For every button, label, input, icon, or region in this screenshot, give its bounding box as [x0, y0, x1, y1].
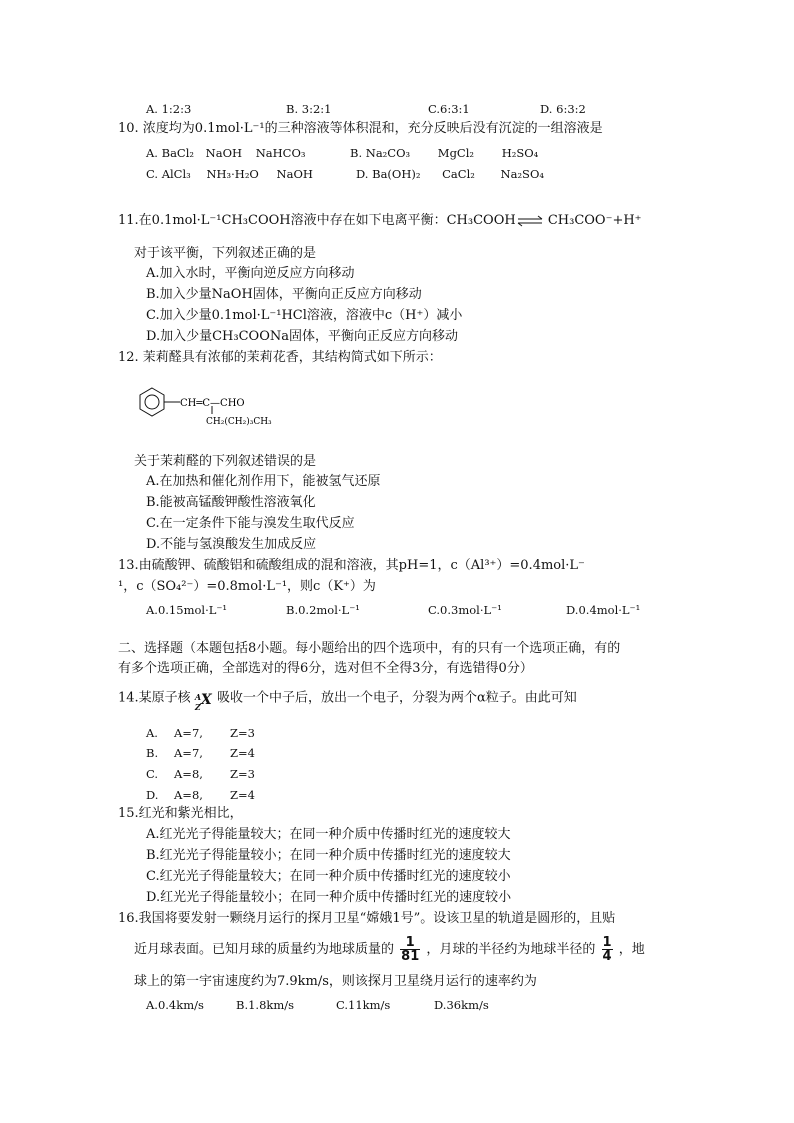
q14-option-b — [146, 744, 255, 762]
frac1-num: 1 — [400, 936, 420, 950]
q16-line3: 球上的第一宇宙速度约为7.9km/s，则该探月卫星绕月运行的速率约为 — [134, 974, 537, 989]
q13-option-d: D.0.4mol·L⁻¹ — [566, 603, 641, 617]
q10-option-c — [146, 165, 313, 183]
q10-c-1: C. AlCl₃ — [146, 167, 191, 181]
q14-b-letter: B. — [146, 746, 159, 760]
q13-line1: 13.由硫酸钾、硫酸铝和硫酸组成的混和溶液，其pH=1，c（Al³⁺）=0.4mol·L⁻ — [118, 558, 585, 573]
q16-line2-c: ，地 — [618, 942, 645, 957]
q14-stem-post: 吸收一个中子后，放出一个电子，分裂为两个α粒子。由此可知 — [216, 690, 577, 706]
frac2-num: 1 — [602, 935, 612, 950]
q14-c-z: Z=3 — [230, 767, 255, 781]
q16-option-a: A.0.4km/s — [146, 998, 204, 1012]
nuclide-element: X — [200, 692, 212, 708]
fraction-one-4 — [602, 936, 613, 963]
frac1-den: 81 — [401, 949, 420, 964]
q11-stem — [118, 212, 642, 230]
q10-d-2: CaCl₂ — [442, 167, 475, 181]
structure-bottom-text: CH₂(CH₂)₃CH₃ — [206, 417, 272, 427]
q9-option-a: A. 1:2:3 — [146, 102, 192, 116]
section2-line2: 有多个选项正确，全部选对的得6分，选对但不全得3分，有选错得0分） — [118, 661, 533, 676]
structure-top-text: CH═C—CHO — [180, 398, 245, 409]
q12-option-c: C.在一定条件下能与溴发生取代反应 — [146, 516, 355, 531]
q16-option-d: D.36km/s — [434, 998, 489, 1012]
q15-option-a: A.红光光子得能量较大；在同一种介质中传播时红光的速度较大 — [146, 827, 511, 842]
q14-c-letter: C. — [146, 767, 159, 781]
q10-a-2: NaOH — [205, 146, 243, 160]
q9-option-b: B. 3:2:1 — [286, 102, 332, 116]
q15-option-b: B.红光光子得能量较小；在同一种介质中传播时红光的速度较大 — [146, 848, 511, 863]
q11-sub: 对于该平衡，下列叙述正确的是 — [134, 246, 317, 261]
q12-option-d: D.不能与氢溴酸发生加成反应 — [146, 537, 317, 552]
q10-option-b — [350, 144, 538, 162]
q16-line1: 16.我国将要发射一颗绕月运行的探月卫星“嫦娥1号”。设该卫星的轨道是圆形的，且贴 — [118, 911, 616, 926]
q11-option-d: D.加入少量CH₃COONa固体，平衡向正反应方向移动 — [146, 329, 458, 344]
q10-stem: 10. 浓度均为0.1mol·L⁻¹的三种溶液等体积混和，充分反映后没有沉淀的一组溶液是 — [118, 121, 603, 136]
q14-d-letter: D. — [146, 788, 159, 802]
q11-option-b: B.加入少量NaOH固体，平衡向正反应方向移动 — [146, 287, 422, 302]
q14-a-z: Z=3 — [230, 726, 255, 740]
q10-c-2: NH₃·H₂O — [206, 167, 259, 181]
q13-line2: ¹，c（SO₄²⁻）=0.8mol·L⁻¹，则c（K⁺）为 — [118, 579, 376, 594]
q16-option-b: B.1.8km/s — [236, 998, 295, 1012]
q12-option-b: B.能被高锰酸钾酸性溶液氧化 — [146, 495, 316, 510]
q14-a-mass: A=7, — [174, 726, 203, 740]
q11-stem-pre: 11.在0.1mol·L⁻¹CH₃COOH溶液中存在如下电离平衡：CH₃COOH — [118, 213, 516, 228]
q16-line2-b: ，月球的半径约为地球半径的 — [426, 942, 596, 957]
nuclide-mass-number: A — [194, 692, 202, 702]
q15-option-d: D.红光光子得能量较小；在同一种介质中传播时红光的速度较小 — [146, 890, 512, 905]
equilibrium-arrows-icon — [516, 214, 544, 228]
q14-option-c — [146, 765, 255, 783]
q11-stem-post: CH₃COO⁻+H⁺ — [547, 213, 642, 228]
q10-option-d — [356, 165, 544, 183]
q10-b-3: H₂SO₄ — [501, 146, 539, 160]
q12-sub: 关于茉莉醛的下列叙述错误的是 — [134, 454, 317, 469]
q14-option-d — [146, 786, 255, 804]
q10-d-1: D. Ba(OH)₂ — [356, 167, 421, 181]
q10-b-2: MgCl₂ — [437, 146, 475, 160]
q9-option-c: C.6:3:1 — [428, 102, 470, 116]
q14-b-mass: A=7, — [174, 746, 203, 760]
jasminaldehyde-structure — [136, 382, 286, 428]
q14-option-a — [146, 724, 255, 742]
q13-option-b: B.0.2mol·L⁻¹ — [286, 603, 360, 617]
q16-option-c: C.11km/s — [336, 998, 391, 1012]
q14-c-mass: A=8, — [174, 767, 203, 781]
q10-a-1: A. BaCl₂ — [146, 146, 195, 160]
q13-option-a: A.0.15mol·L⁻¹ — [146, 603, 228, 617]
q15-option-c: C.红光光子得能量较大；在同一种介质中传播时红光的速度较小 — [146, 869, 511, 884]
q14-d-z: Z=4 — [230, 788, 255, 802]
q10-c-3: NaOH — [276, 167, 313, 181]
fraction-one-81 — [400, 936, 420, 963]
frac2-den: 4 — [602, 949, 612, 964]
q14-d-mass: A=8, — [174, 788, 203, 802]
q16-line2-a: 近月球表面。已知月球的质量约为地球质量的 — [134, 942, 395, 957]
q14-a-letter: A. — [146, 726, 158, 740]
q9-option-d: D. 6:3:2 — [540, 102, 586, 116]
q14-b-z: Z=4 — [230, 746, 255, 760]
q10-a-3: NaHCO₃ — [255, 146, 306, 160]
q10-d-3: Na₂SO₄ — [500, 167, 544, 181]
q14-stem — [118, 689, 577, 712]
q16-line2 — [134, 935, 645, 965]
q12-stem: 12. 茉莉醛具有浓郁的茉莉花香，其结构简式如下所示： — [118, 350, 442, 365]
q11-option-c: C.加入少量0.1mol·L⁻¹HCl溶液，溶液中c（H⁺）减小 — [146, 308, 463, 323]
q13-option-c: C.0.3mol·L⁻¹ — [428, 603, 502, 617]
q15-stem: 15.红光和紫光相比， — [118, 806, 243, 821]
q14-stem-pre: 14.某原子核 — [118, 690, 191, 706]
q10-option-a — [146, 144, 306, 162]
section2-line1: 二、选择题（本题包括8小题。每小题给出的四个选项中，有的只有一个选项正确，有的 — [118, 641, 621, 656]
q11-option-a: A.加入水时，平衡向逆反应方向移动 — [146, 266, 355, 281]
q12-option-a: A.在加热和催化剂作用下，能被氢气还原 — [146, 474, 381, 489]
nuclide-atomic-number: Z — [194, 702, 201, 712]
nuclide-symbol — [194, 689, 213, 712]
q10-b-1: B. Na₂CO₃ — [350, 146, 411, 160]
